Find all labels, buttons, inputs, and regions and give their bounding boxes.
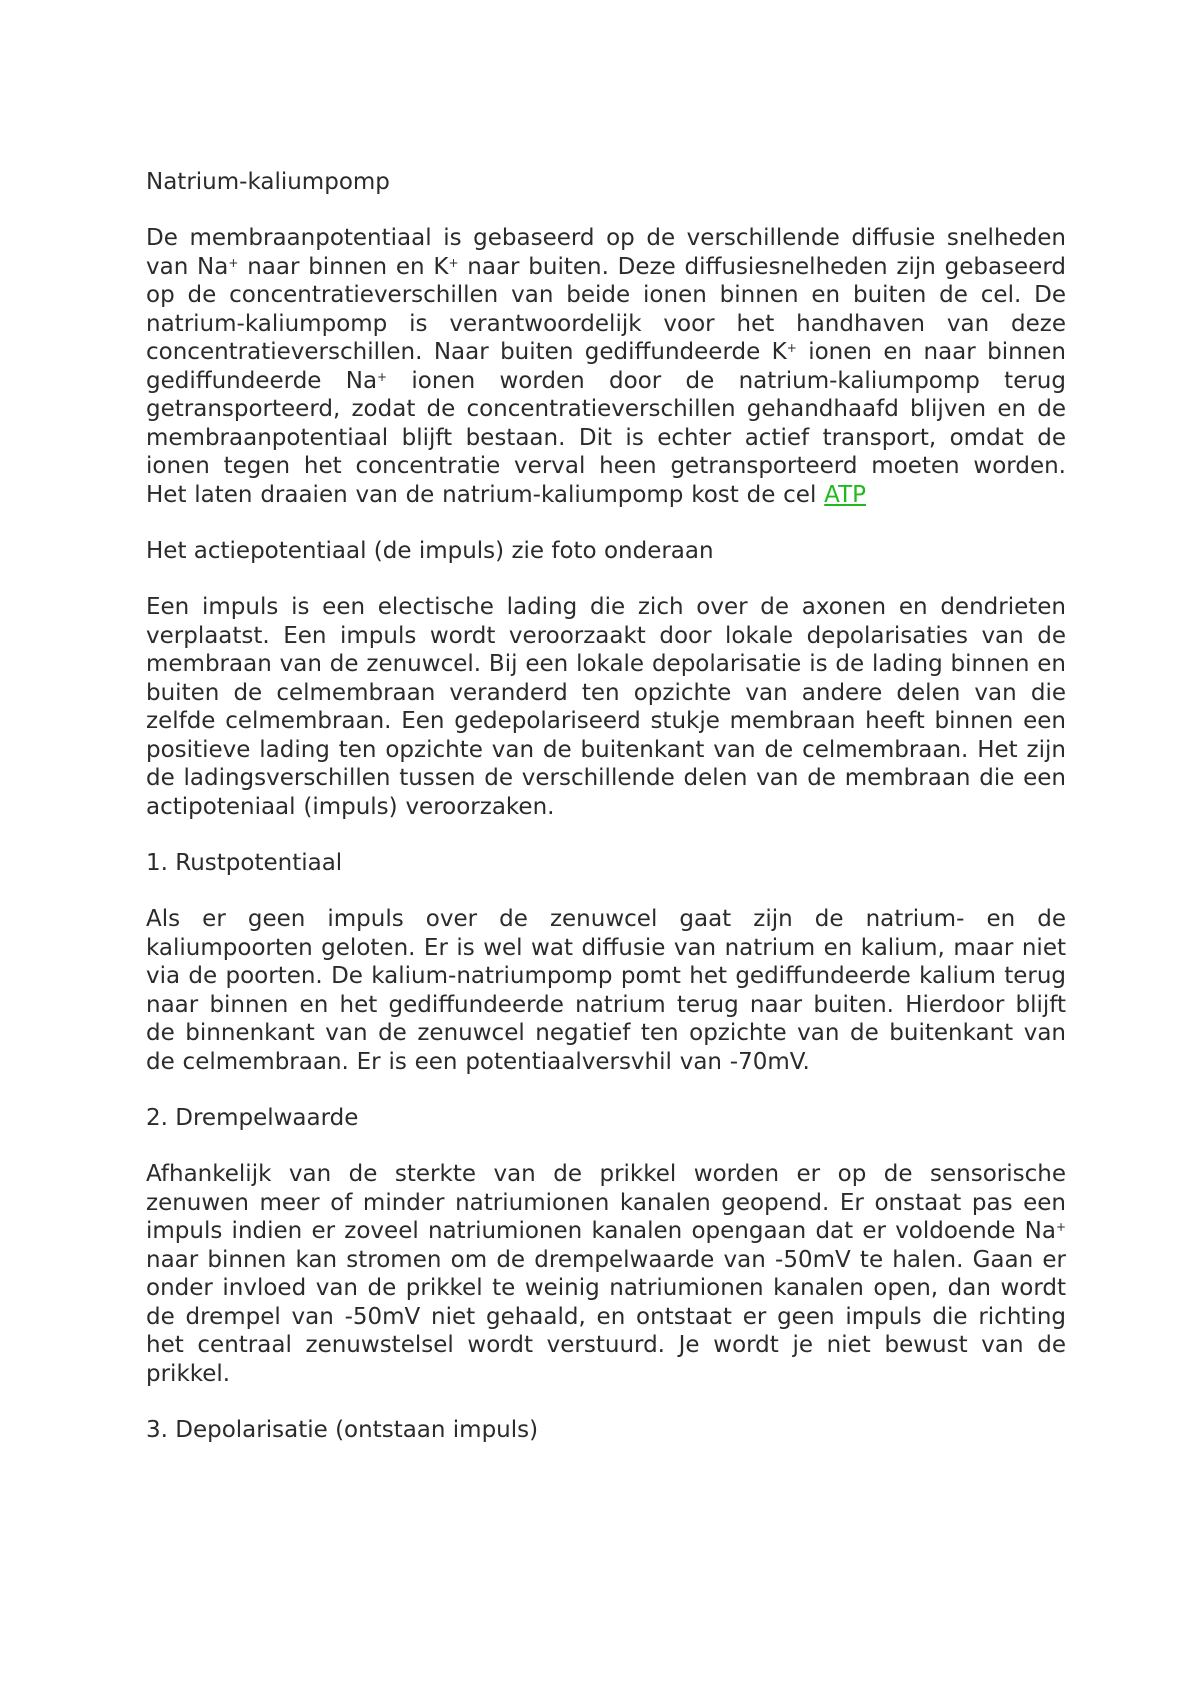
superscript-plus: + <box>228 255 239 270</box>
atp-link[interactable]: ATP <box>824 481 867 508</box>
superscript-plus: + <box>1055 1220 1066 1234</box>
paragraph-text: ionen en naar binnen gediffundeerde Na <box>146 339 1066 394</box>
paragraph-text: De membraanpotentiaal is gebaseerd op de verschillende diffusie snelheden van Na <box>146 225 1066 280</box>
paragraph-drempelwaarde <box>146 1160 1066 1388</box>
section-heading-drempelwaarde: 2. Drempelwaarde <box>146 1105 359 1131</box>
paragraph-text: Afhankelijk van de sterkte van de prikkel worden er op de sensorische zenuwen meer of minder natriumionen kanalen geopend. Er onstaat pas een impuls indien er zoveel natriumionen kanalen opengaan dat er voldoende Na <box>146 1161 1066 1244</box>
paragraph-text: naar binnen en K <box>238 253 449 280</box>
paragraph-text: ionen worden door de natrium-kaliumpomp terug getransporteerd, zodat de concentratieverschillen gehandhaafd blijven en de membraanpotentiaal blijft bestaan. Dit is echter actief transport, omdat de ionen tegen het concentratie verval heen getransporteerd moeten worden. Het laten draaien van de natrium-kaliumpomp kost de cel <box>146 367 1066 508</box>
paragraph-text: naar buiten. Deze diffusiesnelheden zijn gebaseerd op de concentratieverschillen van beide ionen binnen en buiten de cel. De natrium-kaliumpomp is verantwoordelijk voor het handhaven van deze concentratieverschillen. Naar buiten gediffundeerde K <box>146 253 1066 365</box>
superscript-plus: + <box>448 255 459 270</box>
section-heading-rustpotentiaal: 1. Rustpotentiaal <box>146 850 343 876</box>
paragraph-rustpotentiaal: Als er geen impuls over de zenuwcel gaat zijn de natrium- en de kaliumpoorten geloten. Er is wel wat diffusie van natrium en kalium, maar niet via de poorten. De kalium-natriumpomp pomt het gediffundeerde kalium terug naar binnen en het gediffundeerde natrium terug naar buiten. Hierdoor blijft de binnenkant van de zenuwcel negatief ten opzichte van de buitenkant van de celmembraan. Er is een potentiaalversvhil van -70mV. <box>146 906 1066 1075</box>
superscript-plus: + <box>377 369 388 384</box>
superscript-plus: + <box>786 341 797 355</box>
paragraph-actiepotentiaal: Een impuls is een electische lading die zich over de axonen en dendrieten verplaatst. Een impuls wordt veroorzaakt door lokale depolarisaties van de membraan van de zenuwcel. Bij een lokale depolarisatie is de lading binnen en buiten de celmembraan veranderd ten opzichte van andere delen van die zelfde celmembraan. Een gedepolariseerd stukje membraan heeft binnen een positieve lading ten opzichte van de buitenkant van de celmembraan. Het zijn de ladingsverschillen tussen de verschillende delen van de membraan die een actipoteniaal (impuls) veroorzaken. <box>146 594 1066 820</box>
paragraph-text: naar binnen kan stromen om de drempelwaarde van -50mV te halen. Gaan er onder invloed van de prikkel te weinig natriumionen kanalen open, dan wordt de drempel van -50mV niet gehaald, en ontstaat er geen impuls die richting het centraal zenuwstelsel wordt verstuurd. Je wordt je niet bewust van de prikkel. <box>146 1246 1066 1387</box>
section-heading-depolarisatie: 3. Depolarisatie (ontstaan impuls) <box>146 1417 539 1443</box>
section-heading-natrium-kaliumpomp: Natrium-kaliumpomp <box>146 169 390 195</box>
paragraph-natrium-kaliumpomp <box>146 224 1066 509</box>
document-page <box>146 168 1066 1472</box>
section-heading-actiepotentiaal: Het actiepotentiaal (de impuls) zie foto onderaan <box>146 538 714 564</box>
